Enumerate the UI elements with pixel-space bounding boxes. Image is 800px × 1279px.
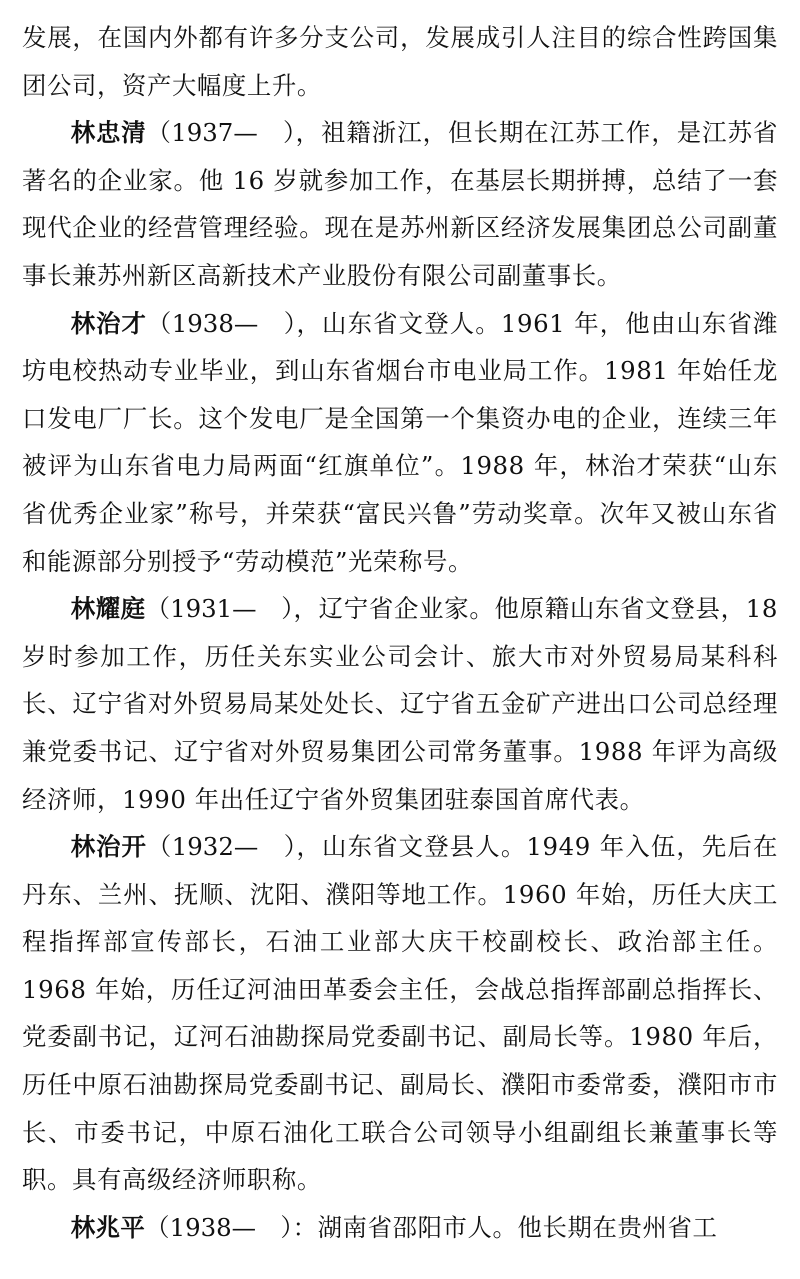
entry-lin-zhicai xyxy=(22,300,778,586)
opening-text: 发展，在国内外都有许多分支公司，发展成引人注目的综合性跨国集团公司，资产大幅度上升。 xyxy=(22,23,778,100)
entry-name: 林兆平 xyxy=(70,1212,146,1242)
entry-name: 林治开 xyxy=(70,832,147,862)
entry-lin-zhikai xyxy=(22,823,778,1204)
entry-text: ，山东省文登县人。1949 年入伍，先后在丹东、兰州、抚顺、沈阳、濮阳等地工作。1960 年始，历任大庆工程指挥部宣传部长，石油工业部大庆干校副校长、政治部主任。1968 年始，历任辽河油田革委会主任，会战总指挥部副总指挥长、党委副书记，辽河石油勘探局党委副书记、副局长等。1980 年后，历任中原石油勘探局党委副书记、副局长、濮阳市委常委，濮阳市市长、市委书记，中原石油化工联合公司领导小组副组长兼董事长等职。具有高级经济师职称。 xyxy=(22,832,778,1195)
entry-name: 林治才 xyxy=(70,308,147,338)
entry-text: ，辽宁省企业家。他原籍山东省文登县，18 岁时参加工作，历任关东实业公司会计、旅大市对外贸易局某科科长、辽宁省对外贸易局某处处长、辽宁省五金矿产进出口公司总经理兼党委书记、辽宁省对外贸易集团公司常务董事。1988 年评为高级经济师，1990 年出任辽宁省外贸集团驻泰国首席代表。 xyxy=(22,594,779,814)
entry-years: （1937— ） xyxy=(146,118,296,148)
entry-text: ：湖南省邵阳市人。他长期在贵州省工 xyxy=(292,1212,718,1242)
entry-years: （1938— ） xyxy=(146,308,297,338)
opening-paragraph xyxy=(22,14,778,109)
entry-name: 林耀庭 xyxy=(70,594,146,624)
entry-text: ，祖籍浙江，但长期在江苏工作，是江苏省著名的企业家。他 16 岁就参加工作，在基层长期拼搏，总结了一套现代企业的经营管理经验。现在是苏州新区经济发展集团总公司副董事长兼苏州新区高新技术产业股份有限公司副董事长。 xyxy=(22,118,778,290)
entry-name: 林忠清 xyxy=(70,118,147,148)
entry-years: （1931— ） xyxy=(145,594,294,624)
entry-lin-zhaoping xyxy=(22,1204,778,1252)
entry-years: （1932— ） xyxy=(146,832,297,862)
entry-years: （1938— ） xyxy=(145,1212,293,1242)
entry-lin-zhongqing xyxy=(22,109,778,299)
entry-lin-yaoting xyxy=(22,585,778,823)
entry-text: ，山东省文登人。1961 年，他由山东省潍坊电校热动专业毕业，到山东省烟台市电业局工作。1981 年始任龙口发电厂厂长。这个发电厂是全国第一个集资办电的企业，连续三年被评为山东省电力局两面“红旗单位”。1988 年，林治才荣获“山东省优秀企业家”称号，并荣获“富民兴鲁”劳动奖章。次年又被山东省和能源部分别授予“劳动模范”光荣称号。 xyxy=(22,308,778,576)
